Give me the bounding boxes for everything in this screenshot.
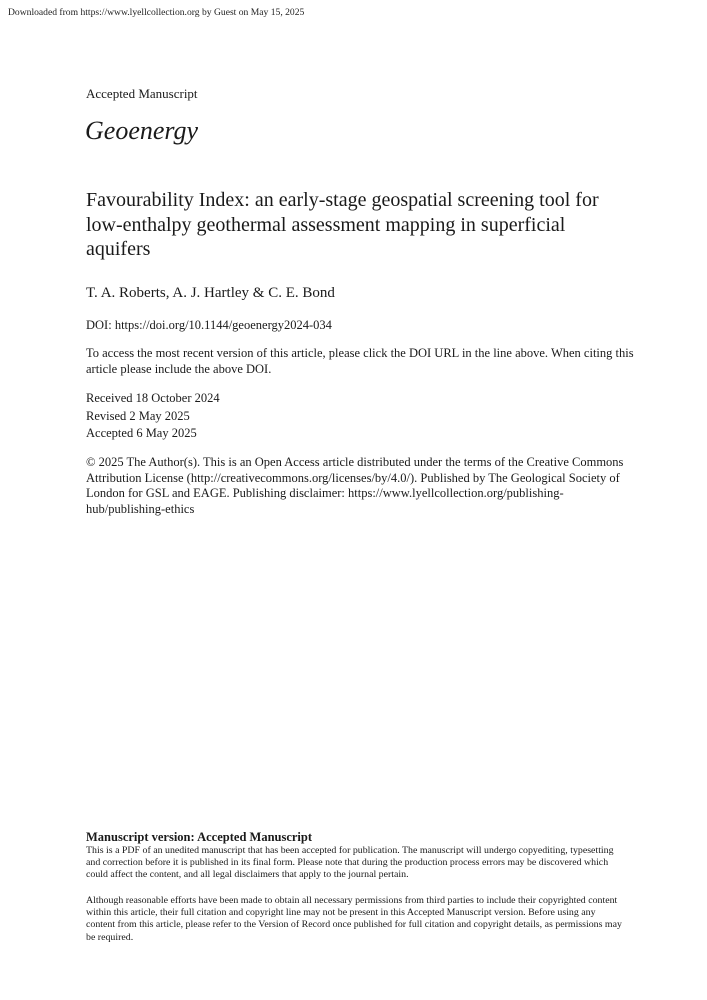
article-title: Favourability Index: an early-stage geospatial screening tool for low-enthalpy geothermal assessment mapping in superficial aquifers — [86, 189, 599, 260]
access-note: To access the most recent version of this article, please click the DOI URL in the line above. When citing this article please include the above DOI. — [86, 346, 634, 376]
publication-dates — [86, 390, 220, 443]
download-note: Downloaded from https://www.lyellcollection.org by Guest on May 15, 2025 — [8, 7, 305, 18]
accepted-date: Accepted 6 May 2025 — [86, 426, 197, 440]
doi-link[interactable]: DOI: https://doi.org/10.1144/geoenergy2024-034 — [86, 318, 332, 332]
journal-title: Geoenergy — [85, 116, 199, 145]
unedited-disclaimer: This is a PDF of an unedited manuscript that has been accepted for publication. The manuscript will undergo copyediting, typesetting and correction before it is published in its final form. Please note that during the production process errors may be discovered which could affect the content, and all legal disclaimers that apply to the journal pertain. — [86, 845, 614, 881]
manuscript-version-heading: Manuscript version: Accepted Manuscript — [86, 830, 313, 844]
author-list: T. A. Roberts, A. J. Hartley & C. E. Bond — [86, 285, 335, 301]
permissions-disclaimer: Although reasonable efforts have been made to obtain all necessary permissions from third parties to include their copyrighted content within this article, their full citation and copyright line may not be present in this Accepted Manuscript version. Before using any content from this article, please refer to the Version of Record once published for full citation and copyright details, as permissions may be required. — [86, 895, 622, 943]
revised-date: Revised 2 May 2025 — [86, 408, 190, 423]
license-note: © 2025 The Author(s). This is an Open Access article distributed under the terms of the Creative Commons Attribution License (http://creativecommons.org/licenses/by/4.0/). Published by The Geological Society of London for GSL and EAGE. Publishing disclaimer: https://www.lyellcollection.org/publishing-hub/publishing-ethics — [86, 455, 624, 516]
manuscript-status-label: Accepted Manuscript — [86, 86, 198, 101]
received-date: Received 18 October 2024 — [86, 391, 220, 405]
